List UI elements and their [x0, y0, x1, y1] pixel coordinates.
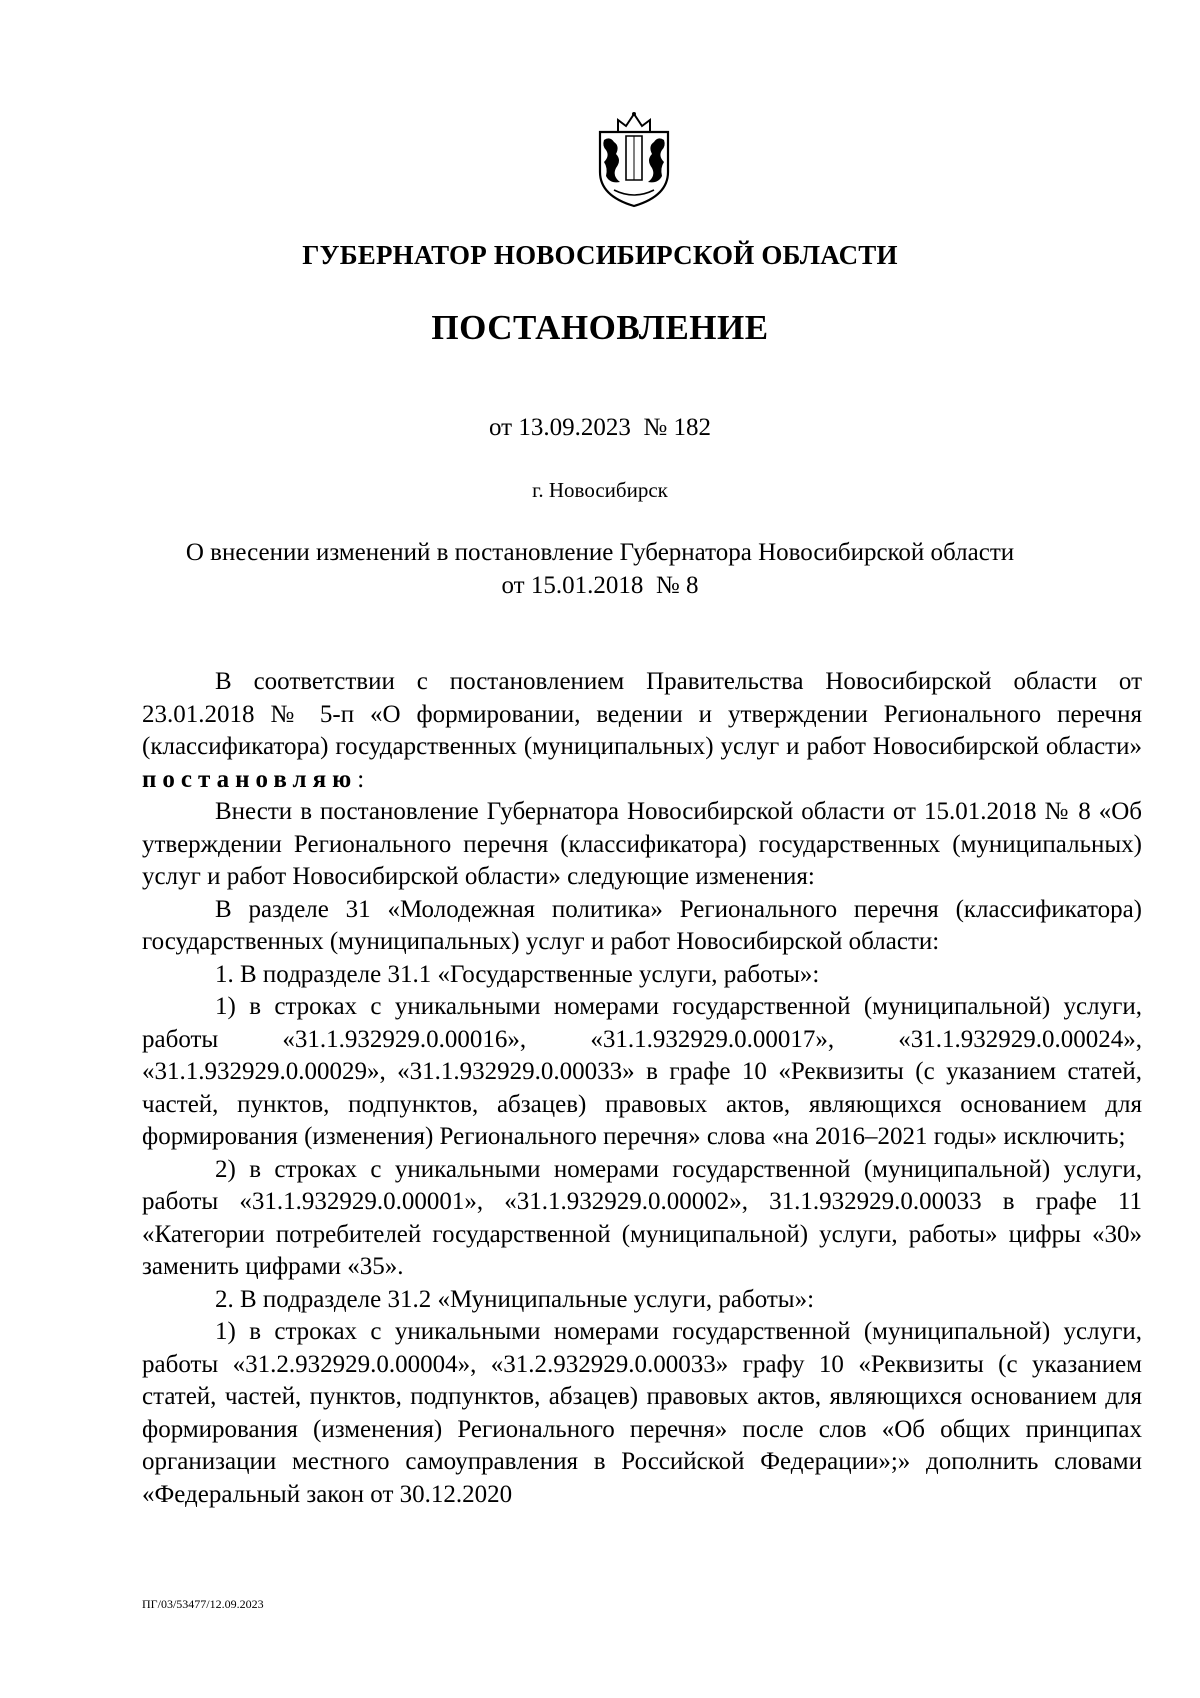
document-subject: [160, 536, 1040, 602]
body-paragraph: 1. В подразделе 31.1 «Государственные услуги, работы»:: [215, 960, 820, 988]
body-paragraph: 1) в строках с уникальными номерами государственной (муниципальной) услуги, работы «31.2.932929.0.00004», «31.2.932929.0.00033» графу 10 «Реквизиты (с указанием статей, частей, пунктов, подпунктов, абзацев) правовых актов, являющихся основанием для формирования (изменения) Регионального перечня» после слов «Об общих принципах организации местного самоуправления в Российской Федерации»;» дополнить словами «Федеральный закон от 30.12.2020: [142, 1318, 1142, 1508]
subject-line: от 15.01.2018 № 8: [501, 572, 699, 599]
document-city: г. Новосибирск: [532, 478, 668, 502]
paragraph-text: В соответствии с постановлением Правительства Новосибирской области от 23.01.2018 № 5-п «О формировании, ведении и утверждении Регионального перечня (классификатора) государственных (муниципальных) услуг и работ Новосибирской области»: [142, 668, 1142, 760]
document-body: [142, 666, 1142, 1511]
subject-line: О внесении изменений в постановление Губернатора Новосибирской области: [185, 539, 1015, 566]
document-date-number: от 13.09.2023 № 182: [489, 414, 711, 441]
body-paragraph: 2) в строках с уникальными номерами государственной (муниципальной) услуги, работы «31.1.932929.0.00001», «31.1.932929.0.00002», 31.1.932929.0.00033 в графе 11 «Категории потребителей государственной (муниципальной) услуги, работы» цифры «30» заменить цифрами «35».: [142, 1155, 1142, 1280]
footer-document-code: ПГ/03/53477/12.09.2023: [142, 1597, 264, 1611]
body-paragraph: Внести в постановление Губернатора Новосибирской области от 15.01.2018 № 8 «Об утверждении Регионального перечня (классификатора) государственных (муниципальных) услуг и работ Новосибирской области» следующие изменения:: [142, 798, 1142, 890]
paragraph-punctuation: :: [357, 765, 365, 793]
document-type-title: ПОСТАНОВЛЕНИЕ: [431, 308, 769, 347]
body-paragraph: В разделе 31 «Молодежная политика» Регионального перечня (классификатора) государственных (муниципальных) услуг и работ Новосибирской области:: [142, 895, 1142, 955]
coat-of-arms-icon: [596, 110, 672, 208]
issuing-authority: ГУБЕРНАТОР НОВОСИБИРСКОЙ ОБЛАСТИ: [302, 240, 898, 270]
body-paragraph: 1) в строках с уникальными номерами государственной (муниципальной) услуги, работы «31.1.932929.0.00016», «31.1.932929.0.00017», «31.1.932929.0.00024», «31.1.932929.0.00029», «31.1.932929.0.00033» в графе 10 «Реквизиты (с указанием статей, частей, пунктов, подпунктов, абзацев) правовых актов, являющихся основанием для формирования (изменения) Регионального перечня» слова «на 2016–2021 годы» исключить;: [142, 993, 1142, 1150]
body-paragraph: 2. В подразделе 31.2 «Муниципальные услуги, работы»:: [215, 1285, 815, 1313]
body-paragraph: [142, 666, 1142, 796]
resolution-keyword: постановляю: [142, 765, 358, 793]
